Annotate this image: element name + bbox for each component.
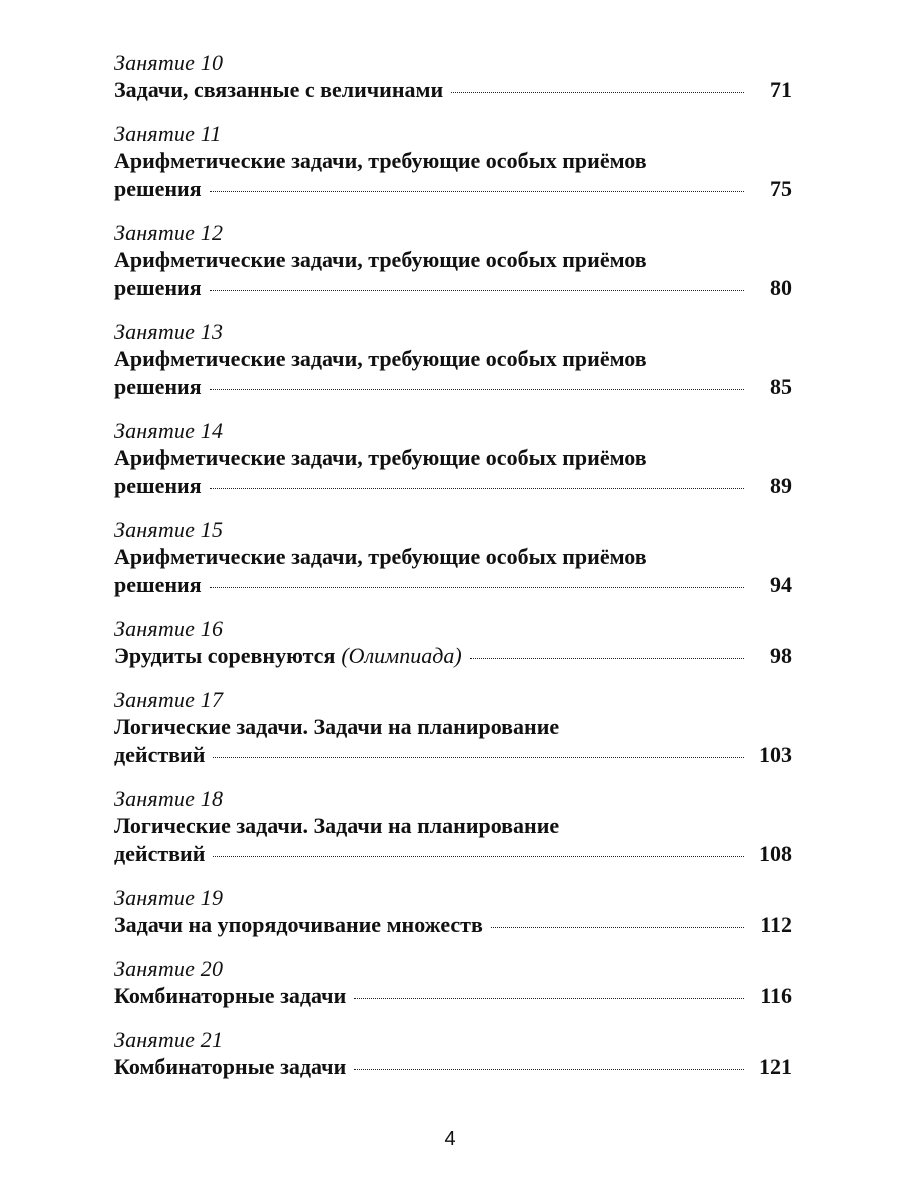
entry-page-number: 108: [759, 841, 792, 866]
toc-entry[interactable]: [114, 616, 792, 670]
toc-entry[interactable]: [114, 885, 792, 939]
entry-page-number: 75: [770, 176, 792, 201]
entry-spacer: [114, 769, 792, 786]
entry-title-line: Логические задачи. Задачи на планирование: [114, 714, 560, 739]
toc-entry[interactable]: [114, 956, 792, 1010]
dot-leader: [451, 92, 744, 93]
lesson-label: Занятие 15: [114, 517, 224, 542]
entry-page-number: 116: [760, 983, 792, 1008]
dot-leader: [354, 1069, 744, 1070]
entry-title-last-line: [114, 982, 792, 1010]
toc-entry[interactable]: [114, 1027, 792, 1081]
entry-title-last-line: [114, 571, 792, 599]
entry-title-text: Комбинаторные задачи: [114, 1054, 347, 1079]
toc-entry[interactable]: [114, 319, 792, 401]
dot-leader: [491, 927, 744, 928]
lesson-label: Занятие 13: [114, 319, 224, 344]
dot-leader: [210, 290, 744, 291]
entry-title-last-line: [114, 1053, 792, 1081]
entry-page-number: 121: [759, 1054, 792, 1079]
entry-spacer: [114, 401, 792, 418]
entry-title-line: Логические задачи. Задачи на планирование: [114, 813, 560, 838]
entry-title-text: действий: [114, 841, 206, 866]
dot-leader: [210, 488, 744, 489]
entry-title-last-line: [114, 175, 792, 203]
entry-title-text: решения: [114, 374, 202, 399]
entry-page-number: 94: [770, 572, 792, 597]
entry-title-text: решения: [114, 572, 202, 597]
toc-entry[interactable]: [114, 517, 792, 599]
dot-leader: [210, 389, 744, 390]
entry-title-line: Арифметические задачи, требующие особых приёмов: [114, 445, 647, 470]
lesson-label: Занятие 14: [114, 418, 224, 443]
toc-entry[interactable]: [114, 786, 792, 868]
entry-title-text: действий: [114, 742, 206, 767]
entry-spacer: [114, 104, 792, 121]
entry-spacer: [114, 302, 792, 319]
entry-spacer: [114, 599, 792, 616]
dot-leader: [213, 856, 744, 857]
entry-page-number: 103: [759, 742, 792, 767]
entry-title-last-line: [114, 274, 792, 302]
toc-entry[interactable]: [114, 687, 792, 769]
entry-title-text: Эрудиты соревнуются: [114, 643, 336, 668]
dot-leader: [470, 658, 744, 659]
entry-title-text: Задачи на упорядочивание множеств: [114, 912, 483, 937]
entry-title-line: Арифметические задачи, требующие особых приёмов: [114, 544, 647, 569]
lesson-label: Занятие 11: [114, 121, 222, 146]
entry-title-last-line: [114, 911, 792, 939]
lesson-label: Занятие 19: [114, 885, 224, 910]
entry-page-number: 71: [770, 77, 792, 102]
entry-spacer: [114, 203, 792, 220]
entry-page-number: 85: [770, 374, 792, 399]
entry-title-last-line: [114, 472, 792, 500]
entry-page-number: 98: [770, 643, 792, 668]
entry-title-line: Арифметические задачи, требующие особых приёмов: [114, 247, 647, 272]
entry-spacer: [114, 500, 792, 517]
dot-leader: [210, 191, 744, 192]
lesson-label: Занятие 18: [114, 786, 224, 811]
toc-entry[interactable]: [114, 220, 792, 302]
entry-title-last-line: [114, 741, 792, 769]
entry-note: (Олимпиада): [341, 643, 462, 668]
toc-entry[interactable]: [114, 121, 792, 203]
toc-entry[interactable]: [114, 50, 792, 104]
entry-spacer: [114, 670, 792, 687]
entry-title-last-line: [114, 76, 792, 104]
lesson-label: Занятие 20: [114, 956, 224, 981]
entry-title-text: решения: [114, 473, 202, 498]
entry-title-last-line: [114, 642, 792, 670]
lesson-label: Занятие 12: [114, 220, 224, 245]
lesson-label: Занятие 10: [114, 50, 224, 75]
table-of-contents: [114, 50, 792, 1081]
entry-title-text: решения: [114, 176, 202, 201]
entry-title-text: решения: [114, 275, 202, 300]
dot-leader: [210, 587, 744, 588]
entry-title-last-line: [114, 373, 792, 401]
entry-spacer: [114, 939, 792, 956]
entry-title-line: Арифметические задачи, требующие особых приёмов: [114, 346, 647, 371]
entry-title-last-line: [114, 840, 792, 868]
entry-spacer: [114, 1010, 792, 1027]
page-number: 4: [444, 1128, 456, 1150]
entry-title-text: Комбинаторные задачи: [114, 983, 347, 1008]
entry-page-number: 80: [770, 275, 792, 300]
toc-entry[interactable]: [114, 418, 792, 500]
entry-title-line: Арифметические задачи, требующие особых приёмов: [114, 148, 647, 173]
entry-page-number: 89: [770, 473, 792, 498]
entry-page-number: 112: [760, 912, 792, 937]
entry-spacer: [114, 868, 792, 885]
entry-title-text: Задачи, связанные с величинами: [114, 77, 444, 102]
lesson-label: Занятие 17: [114, 687, 224, 712]
dot-leader: [354, 998, 744, 999]
lesson-label: Занятие 21: [114, 1027, 224, 1052]
lesson-label: Занятие 16: [114, 616, 224, 641]
dot-leader: [213, 757, 744, 758]
